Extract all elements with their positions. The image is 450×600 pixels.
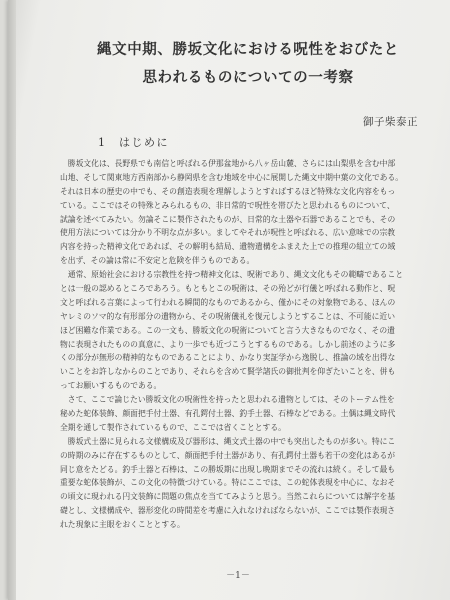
body-line: の頃文に現われる円文装飾に問題の焦点を当ててみようと思う。当然これらについては解字を基 (60, 492, 396, 502)
body-line: 試論を述べてみたい。勿論そこに製作されたものが、日常的な土器や石器であることでも、その (60, 214, 396, 224)
body-line: ほど困難な作業である。この一文も、勝坂文化の呪術についてと言う大きなものでなく、その遺 (60, 325, 395, 335)
body-line: の時期のみに存在するものとして、顔面把手付土器があり、有孔鍔付土器も若干の変化はあるが (60, 450, 396, 460)
author-name: 御子柴泰正 (363, 116, 418, 128)
body-line: 勝坂式土器に見られる文様構成及び器形は、縄文式土器の中でも突出したものが多い。特にこ (60, 436, 396, 446)
body-line: 使用方法については分かり不明な点が多い。ましてやそれが呪性と呼ばれる、広い意味での宗教 (60, 228, 396, 238)
body-line: とは一般の認めるところであろう。もともとこの呪術は、その殆どが行儀と呼ばれる動作と、呪 (60, 284, 396, 294)
document-page (8, 0, 450, 600)
body-line: ている。ここではその特殊とみられるもの、非日常的で呪性を帯びたと思われるものについて、 (60, 200, 395, 210)
body-line: 文と呼ばれる言葉によって行われる瞬間的なものであるから、僅かにその対象物である、ほんの (60, 297, 396, 307)
body-line: 通常、原始社会における宗教性を持つ精神文化は、呪術であり、縄文文化もその範疇であること (60, 270, 404, 280)
body-line: それは日本の歴史の中でも、その創造表現を理解しようとすればするほど特殊な文化内容をもっ (60, 186, 396, 196)
body-line: 秘めた蛇体装飾、顔面把手付土器、有孔鍔付土器、釣手土器、石棒などである。土偶は縄文時代 (60, 409, 396, 419)
body-line: ヤレミのソマ的な有形部分の遺物から、その呪術儀礼を復元しようとすることは、不可能に近い (60, 311, 396, 321)
page-edge (8, 0, 16, 600)
body-line: ってお願いするものである。 (60, 381, 162, 391)
body-line: 勝坂文化は、長野県でも南信と呼ばれる伊那盆地から八ヶ岳山麓、さらには山梨県を含む中部 (60, 159, 396, 168)
page-number: －1－ (226, 571, 250, 581)
paper-title-line-1: 縄文中期、勝坂文化における呪性をおびたと (97, 41, 399, 58)
body-line: 山地、そして関東地方西南部から静岡県を含む地域を中心に展開した縄文中期中葉の文化である。 (60, 172, 404, 182)
body-line: を出ず、その論は常に不安定と危険を伴うものである。 (60, 256, 255, 266)
body-line: くの部分が無形の精神的なものであることにより、かなり実証学から逸脱し、推論の域を出得な (60, 353, 396, 363)
body-line: 礎とし、文様構成や、器形変化の時間差を考慮に入れなければならないが、ここでは製作表現さ (60, 506, 396, 516)
body-line: 重要な蛇体装飾が、この文化の特徴づけている。特にここでは、この蛇体表現を中心に、なおそ (60, 478, 396, 488)
body-line: 内容を持った精神文化であれば、その解明も結局、遺物遺構をふまえた上での推理の組立ての域 (60, 242, 396, 252)
body-line: さて、ここで論じたい勝坂文化の呪術性を持ったと思われる遺物としては、そのトーテム性を (60, 395, 395, 405)
body-line: 物に表現されたものの真意に、より一歩でも近づこうとするものである。しかし前述のように多 (60, 339, 396, 349)
body-line: 同じ意をたどる。釣手土器と石棒は、この勝坂期に出現し晩期までその流れは続く。そして最も (60, 464, 396, 474)
paper-title-line-2: 思われるものについての一考察 (142, 69, 354, 86)
body-line: 全期を通して製作されているもので、ここでは省くこととする。 (60, 422, 286, 432)
body-line: いことをお許しなからのことであり、それらを含めて賢学諸氏の御批判を仰ぎたいことを、併も (60, 367, 396, 377)
body-text (60, 157, 432, 532)
section-heading: 1 はじめに (98, 136, 169, 149)
body-line: れた現象に主眼をおくこととする。 (60, 520, 185, 530)
